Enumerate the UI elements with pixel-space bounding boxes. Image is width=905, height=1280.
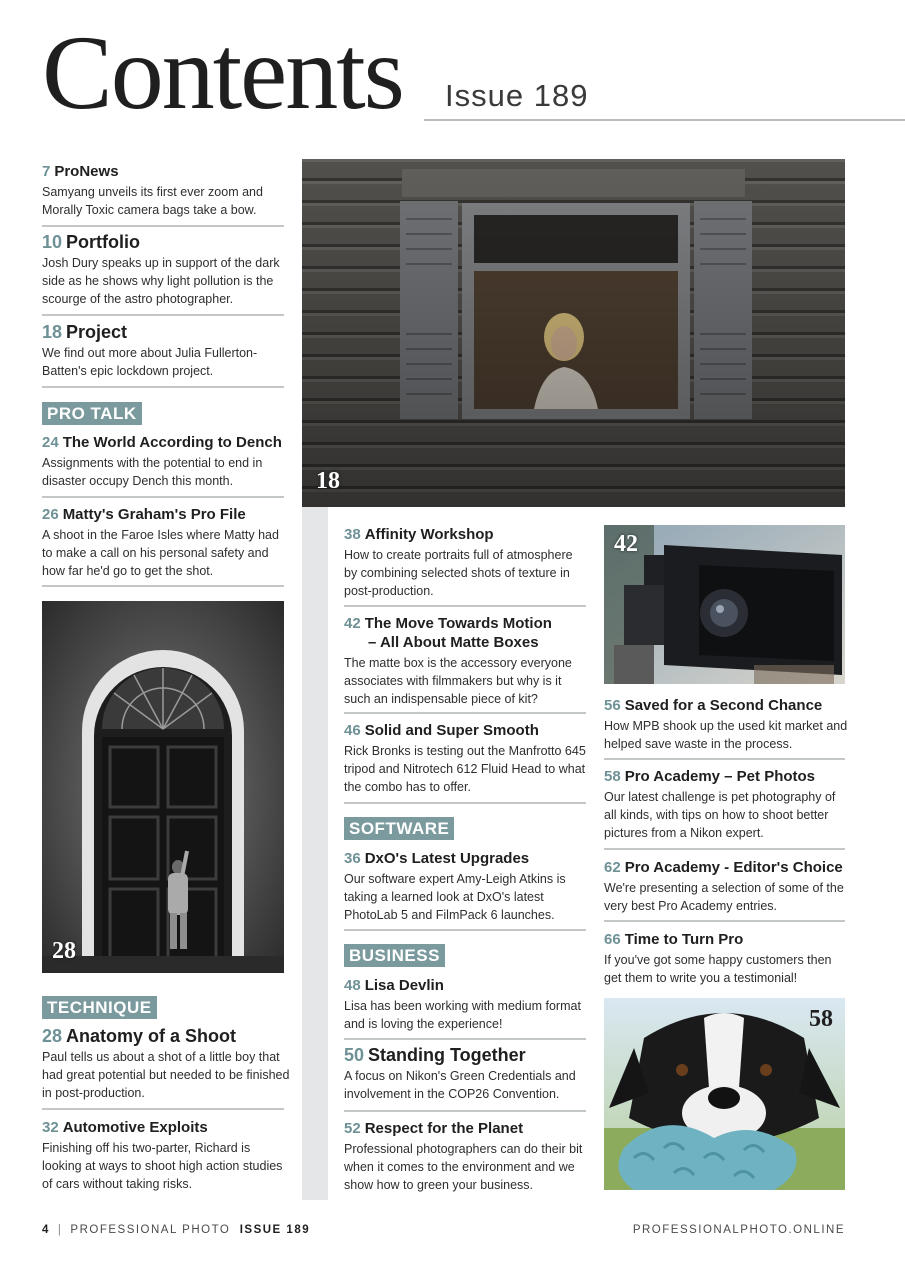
divider xyxy=(604,758,845,760)
photo-door-boy[interactable] xyxy=(42,601,284,973)
entry-title: Automotive Exploits xyxy=(62,1119,208,1136)
divider xyxy=(344,1110,586,1112)
contents-entry-portfolio[interactable] xyxy=(42,233,287,309)
entry-description: We find out more about Julia Fullerton-Batten's epic lockdown project. xyxy=(42,346,258,379)
divider xyxy=(42,386,284,388)
page-number: 10 xyxy=(42,232,63,252)
entry-title: Pro Academy - Editor's Choice xyxy=(624,859,843,876)
entry-title-continued: – All About Matte Boxes xyxy=(368,634,539,651)
section-label-business: BUSINESS xyxy=(344,944,445,967)
page-number: 52 xyxy=(344,1120,361,1137)
photo-dog[interactable] xyxy=(604,998,845,1190)
entry-title: The World According to Dench xyxy=(62,434,282,451)
photo-cinema-camera[interactable] xyxy=(604,525,845,684)
footer-publication: PROFESSIONAL PHOTO xyxy=(70,1224,231,1236)
entry-description: Lisa has been working with medium format and is loving the experience! xyxy=(344,999,581,1032)
page-title: Contents xyxy=(42,14,403,131)
photo-page-number: 42 xyxy=(614,531,638,557)
column-band xyxy=(302,507,328,1200)
page-number: 26 xyxy=(42,506,59,523)
entry-title: Respect for the Planet xyxy=(364,1120,524,1137)
page-number: 50 xyxy=(344,1045,365,1065)
entry-title: ProNews xyxy=(54,163,119,180)
entry-description: Finishing off his two-parter, Richard is looking at ways to shoot high action studies of cars without taking risks. xyxy=(42,1141,283,1192)
issue-number: Issue 189 xyxy=(445,78,589,113)
entry-title: Time to Turn Pro xyxy=(624,931,744,948)
entry-description: Josh Dury speaks up in support of the dark side as he shows why light pollution is the scourge of the astro photographer. xyxy=(42,256,280,307)
contents-entry-anatomy[interactable] xyxy=(42,1027,292,1103)
page-number: 32 xyxy=(42,1119,59,1136)
entry-title: Portfolio xyxy=(66,232,141,252)
photo-window-woman[interactable] xyxy=(302,159,845,507)
entry-description: How MPB shook up the used kit market and helped save waste in the process. xyxy=(604,719,848,752)
entry-description: Rick Bronks is testing out the Manfrotto 645 tripod and Nitrotech 612 Fluid Head to what the combo has to offer. xyxy=(344,744,586,795)
entry-title: The Move Towards Motion xyxy=(364,615,552,632)
divider xyxy=(344,1038,586,1040)
contents-entry-dxo[interactable] xyxy=(344,849,589,925)
entry-description: A focus on Nikon's Green Credentials and involvement in the COP26 Convention. xyxy=(344,1069,576,1102)
entry-title: Project xyxy=(66,322,128,342)
section-label-software: SOFTWARE xyxy=(344,817,454,840)
entry-title: DxO's Latest Upgrades xyxy=(364,850,530,867)
entry-description: How to create portraits full of atmosphere by combining selected shots of texture in post-production. xyxy=(344,548,573,599)
contents-entry-pet-photos[interactable] xyxy=(604,767,849,843)
entry-title: Pro Academy – Pet Photos xyxy=(624,768,816,785)
divider xyxy=(604,920,845,922)
footer-website[interactable]: PROFESSIONALPHOTO.ONLINE xyxy=(632,1224,845,1236)
photo-page-number: 58 xyxy=(809,1006,833,1032)
entry-title: Standing Together xyxy=(368,1045,526,1065)
divider xyxy=(344,712,586,714)
photo-page-number: 28 xyxy=(52,938,76,964)
contents-entry-pronews[interactable] xyxy=(42,162,287,219)
contents-entry-affinity[interactable] xyxy=(344,525,589,601)
footer-issue: ISSUE 189 xyxy=(239,1224,311,1236)
contents-entry-matty[interactable] xyxy=(42,505,292,581)
page-number: 62 xyxy=(604,859,621,876)
divider xyxy=(344,605,586,607)
divider xyxy=(42,1108,284,1110)
page-number: 18 xyxy=(42,322,63,342)
entry-description: A shoot in the Faroe Isles where Matty had to make a call on his personal safety and how far he'd go to get the shot. xyxy=(42,528,279,579)
page-number: 24 xyxy=(42,434,59,451)
contents-entry-lisa-devlin[interactable] xyxy=(344,976,589,1033)
entry-description: Our software expert Amy-Leigh Atkins is taking a learned look at DxO's latest PhotoLab 5 and FilmPack 6 launches. xyxy=(344,872,566,923)
entry-title: Lisa Devlin xyxy=(364,977,444,994)
entry-title: Saved for a Second Chance xyxy=(624,697,823,714)
contents-entry-project[interactable] xyxy=(42,323,287,380)
contents-entry-automotive[interactable] xyxy=(42,1118,292,1194)
contents-entry-tripod[interactable] xyxy=(344,721,589,797)
entry-title: Solid and Super Smooth xyxy=(364,722,539,739)
page-number: 66 xyxy=(604,931,621,948)
photo-page-number: 18 xyxy=(316,468,340,494)
page-number: 58 xyxy=(604,768,621,785)
divider xyxy=(42,496,284,498)
page-number: 46 xyxy=(344,722,361,739)
page-number: 36 xyxy=(344,850,361,867)
entry-title: Matty's Graham's Pro File xyxy=(62,506,246,523)
footer-page-number: 4 xyxy=(42,1224,50,1236)
entry-description: We're presenting a selection of some of the very best Pro Academy entries. xyxy=(604,881,844,914)
footer-page-info xyxy=(42,1224,310,1236)
entry-description: Assignments with the potential to end in disaster occupy Dench this month. xyxy=(42,456,263,489)
footer-separator: | xyxy=(57,1224,63,1236)
divider xyxy=(42,225,284,227)
section-label-pro-talk: PRO TALK xyxy=(42,402,142,425)
contents-entry-second-chance[interactable] xyxy=(604,696,849,753)
contents-entry-respect-planet[interactable] xyxy=(344,1119,589,1195)
divider xyxy=(42,585,284,587)
divider xyxy=(604,848,845,850)
page-number: 56 xyxy=(604,697,621,714)
page-number: 7 xyxy=(42,163,51,180)
entry-description: Our latest challenge is pet photography of all kinds, with tips on how to shoot better pictures from a Nikon expert. xyxy=(604,790,836,841)
entry-title: Anatomy of a Shoot xyxy=(66,1026,237,1046)
divider xyxy=(344,802,586,804)
section-label-technique: TECHNIQUE xyxy=(42,996,157,1019)
contents-entry-turn-pro[interactable] xyxy=(604,930,849,987)
contents-entry-standing-together[interactable] xyxy=(344,1046,589,1103)
page-number: 42 xyxy=(344,615,361,632)
entry-title: Affinity Workshop xyxy=(364,526,494,543)
divider xyxy=(344,929,586,931)
entry-description: Professional photographers can do their bit when it comes to the environment and we show how to green your business. xyxy=(344,1142,583,1193)
contents-entry-matte-boxes[interactable] xyxy=(344,614,589,709)
contents-entry-editors-choice[interactable] xyxy=(604,858,849,915)
entry-description: If you've got some happy customers then get them to write you a testimonial! xyxy=(604,953,832,986)
page-number: 38 xyxy=(344,526,361,543)
entry-description: The matte box is the accessory everyone associates with filmmakers but why is it such an indispensable piece of kit? xyxy=(344,656,572,707)
divider xyxy=(42,314,284,316)
page-number: 48 xyxy=(344,977,361,994)
contents-entry-dench[interactable] xyxy=(42,433,292,490)
entry-description: Samyang unveils its first ever zoom and Morally Toxic camera bags take a bow. xyxy=(42,185,263,218)
page-number: 28 xyxy=(42,1026,63,1046)
header-divider xyxy=(424,119,905,121)
entry-description: Paul tells us about a shot of a little boy that had great potential but needed to be finished in post-production. xyxy=(42,1050,290,1101)
